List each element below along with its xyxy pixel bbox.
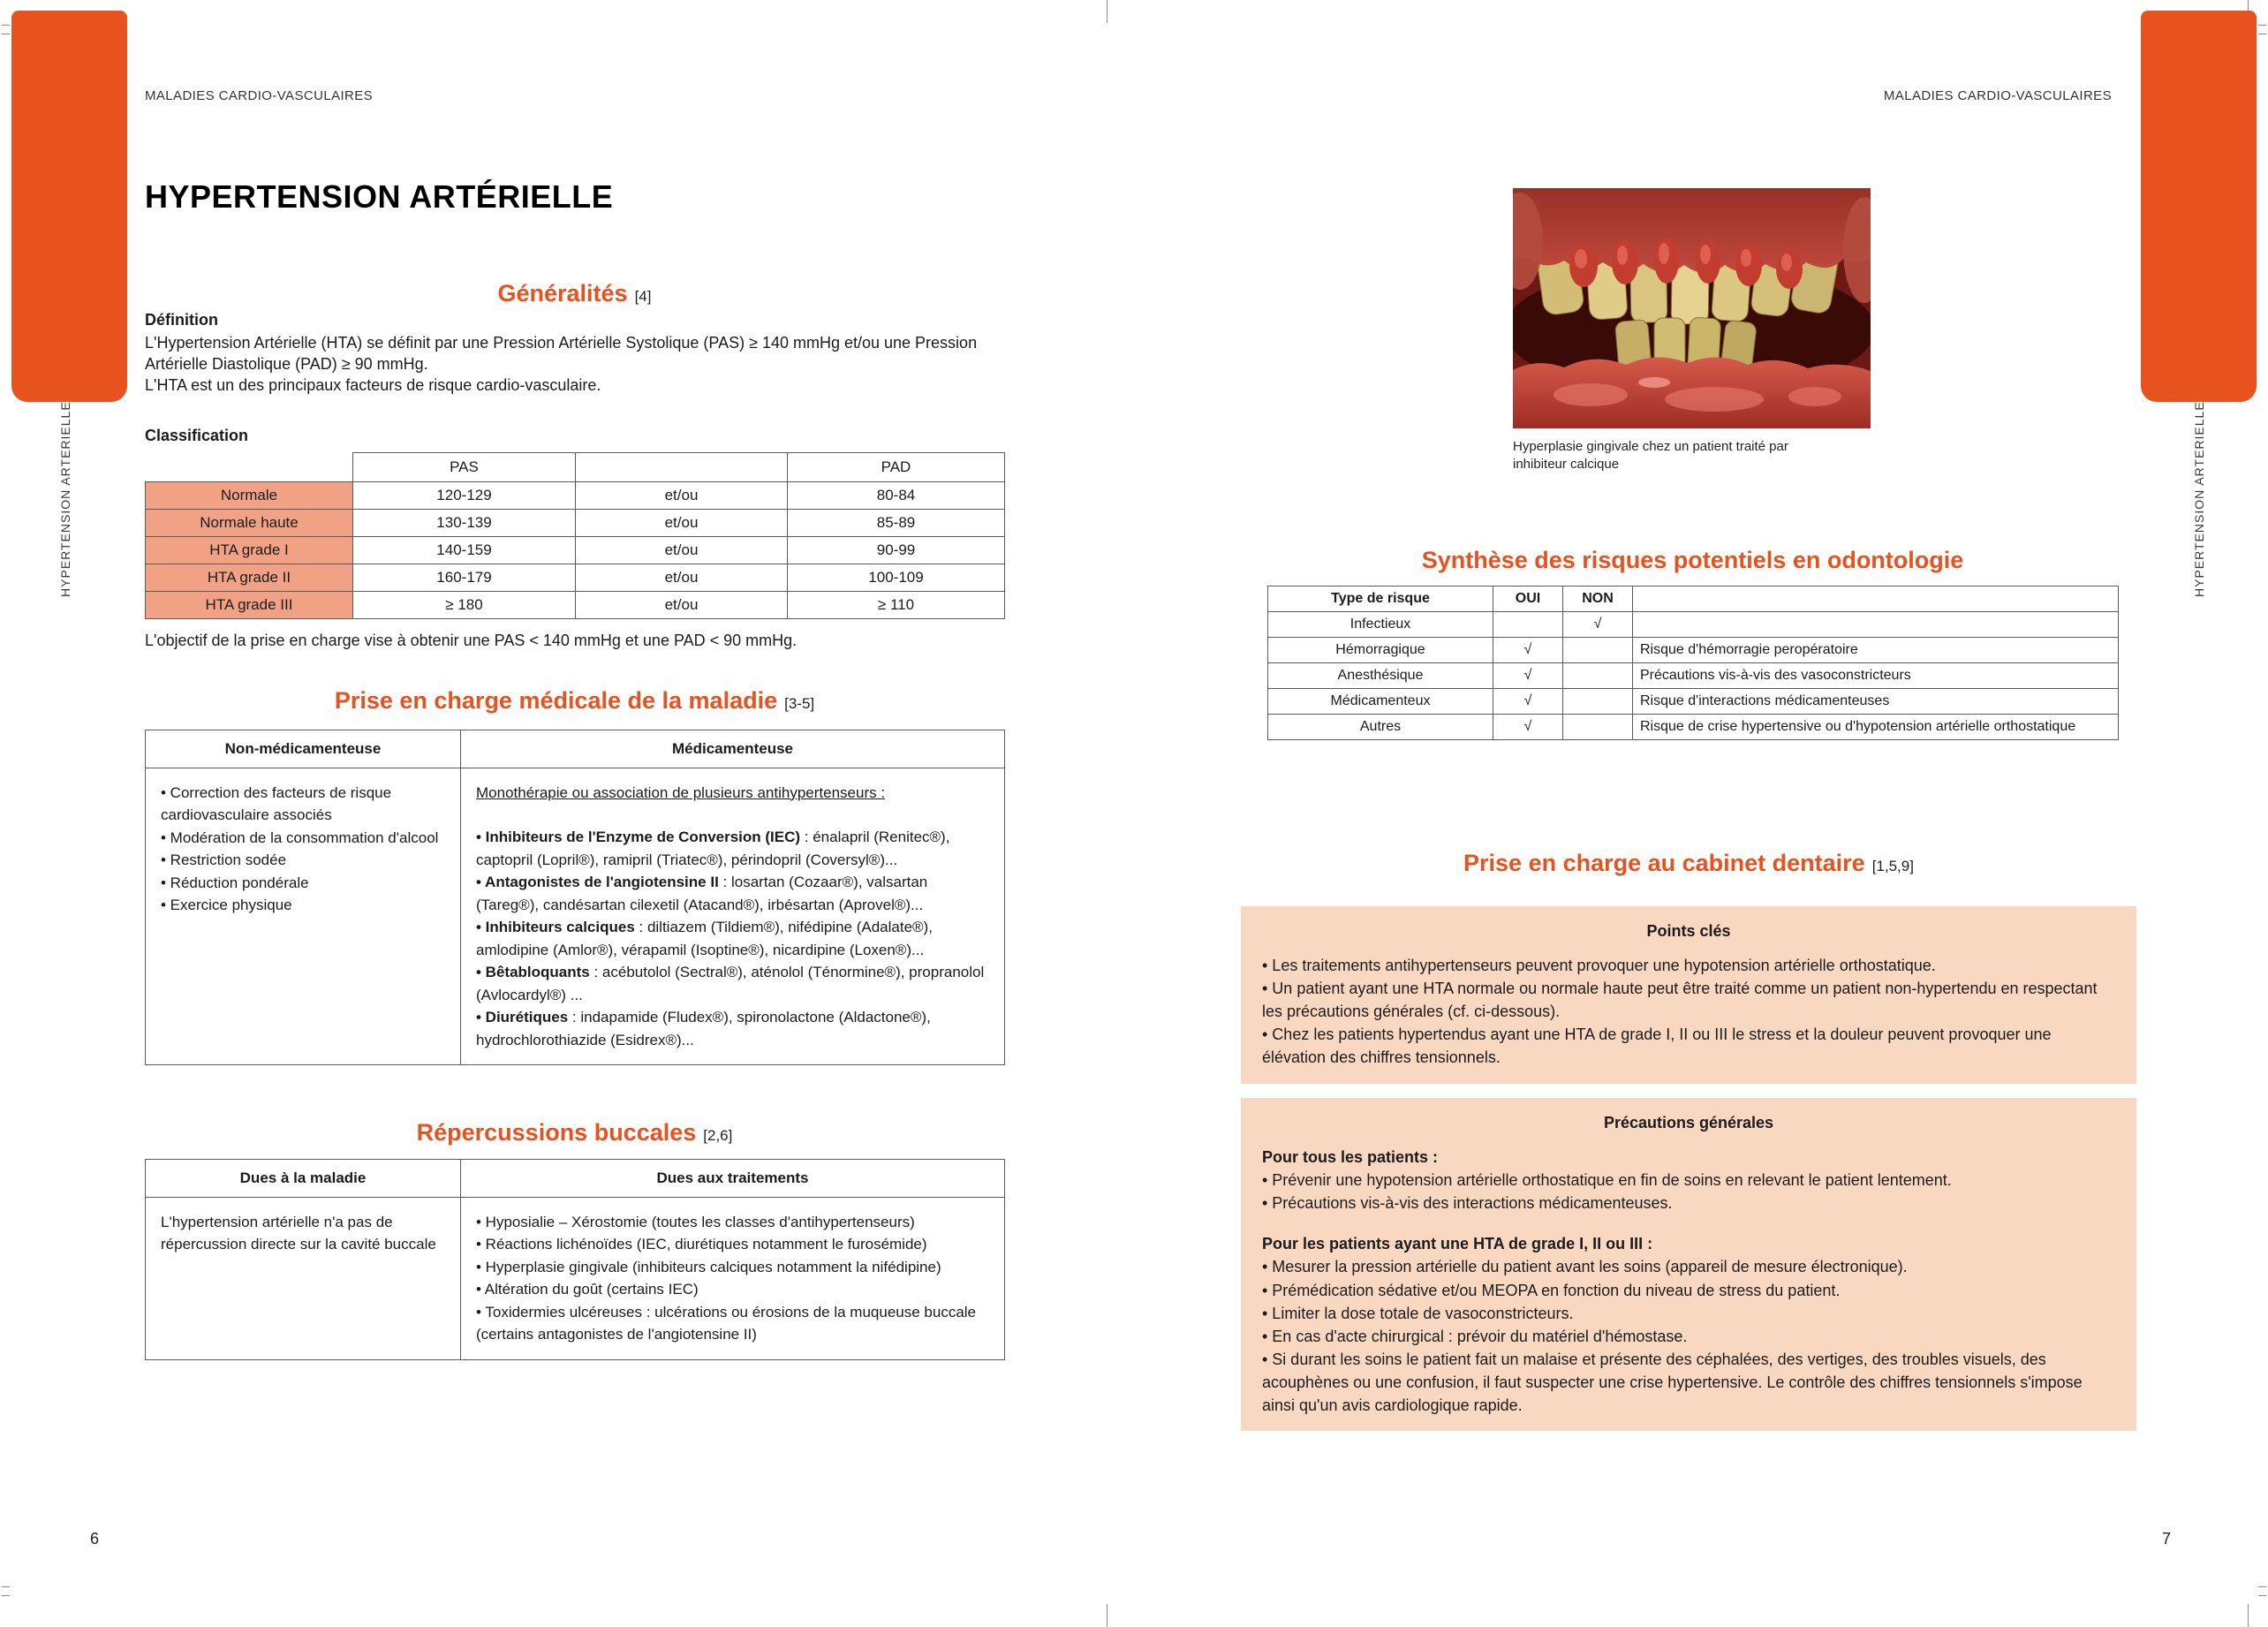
section-heading-repercussions [145, 1120, 1004, 1146]
col-header-non: NON [1563, 586, 1633, 612]
page-right [1134, 0, 2268, 1627]
drug-list: : acébutolol (Sectral®), aténolol (Ténormine®), propranolol (Avlocardyl®) ... [476, 964, 985, 1003]
list-item: • Réduction pondérale [161, 874, 309, 891]
table-cell: et/ou [576, 537, 788, 564]
table-row [146, 482, 1005, 510]
running-header: MALADIES CARDIO-VASCULAIRES [1883, 88, 2112, 103]
box-title: Points clés [1646, 922, 1731, 940]
side-tab-label: HYPERTENSION ARTERIELLE [2192, 401, 2206, 597]
traitements-cell [461, 1197, 1005, 1359]
list-item: • Précautions vis-à-vis des interactions médicamenteuses. [1262, 1194, 1673, 1213]
running-header: MALADIES CARDIO-VASCULAIRES [145, 88, 374, 103]
col-header-traitements: Dues aux traitements [461, 1160, 1005, 1198]
table-cell: 120-129 [353, 482, 576, 510]
check-oui: √ [1493, 638, 1563, 663]
drug-list: : diltiazem (Tildiem®), nifédipine (Adalate®), amlodipine (Amlor®), vérapamil (Isoptine®), nicardipine (Loxen®)... [476, 919, 933, 958]
non-medicamenteuse-cell [146, 768, 461, 1065]
table-cell: 140-159 [353, 537, 576, 564]
risk-desc: Précautions vis-à-vis des vasoconstricteurs [1633, 663, 2119, 689]
table-cell: 90-99 [788, 537, 1005, 564]
risk-desc: Risque de crise hypertensive ou d'hypotension artérielle orthostatique [1633, 715, 2119, 740]
heading-text: Prise en charge au cabinet dentaire [1463, 850, 1865, 876]
table-corner-cell [146, 453, 353, 482]
list-item: • Mesurer la pression artérielle du patient avant les soins (appareil de mesure électronique). [1262, 1258, 1908, 1276]
box-title: Précautions générales [1603, 1114, 1774, 1131]
risk-table [1267, 586, 2119, 740]
repercussions-table [145, 1159, 1005, 1360]
table-header-row [146, 453, 1005, 482]
col-header-oui: OUI [1493, 586, 1563, 612]
page-number: 6 [90, 1530, 100, 1548]
check-oui [1493, 612, 1563, 638]
list-item: • Chez les patients hypertendus ayant une HTA de grade I, II ou III le stress et la douleur peuvent provoquer une élévation des chiffres tensionnels. [1262, 1025, 2052, 1067]
table-row [1268, 638, 2119, 663]
side-tab-label: HYPERTENSION ARTERIELLE [58, 401, 72, 597]
table-cell: ≥ 180 [353, 592, 576, 619]
medicamenteuse-cell [461, 768, 1005, 1065]
classification-table [145, 452, 1005, 619]
heading-ref: [1,5,9] [1871, 858, 1914, 874]
risk-type: Médicamenteux [1268, 689, 1493, 715]
section-heading-generalites [145, 281, 1004, 307]
risk-type: Anesthésique [1268, 663, 1493, 689]
heading-ref: [2,6] [703, 1127, 733, 1144]
table-header-row [146, 730, 1005, 768]
list-item: • Réactions lichénoïdes (IEC, diurétiques notamment le furosémide) [476, 1236, 927, 1252]
col-header-medicamenteuse: Médicamenteuse [461, 730, 1005, 768]
col-header-mid [576, 453, 788, 482]
heading-ref: [4] [634, 288, 652, 305]
table-cell: 80-84 [788, 482, 1005, 510]
drug-class: • Inhibiteurs calciques [476, 919, 635, 935]
sub-heading: Pour tous les patients : [1262, 1148, 1439, 1167]
spacer [1262, 1215, 2115, 1232]
row-label: Normale [146, 482, 353, 510]
table-cell: 85-89 [788, 510, 1005, 537]
classification-label: Classification [145, 427, 249, 444]
gingival-hyperplasia-photo [1513, 188, 1871, 428]
table-cell: ≥ 110 [788, 592, 1005, 619]
drug-list: : indapamide (Fludex®), spironolactone (Aldactone®), hydrochlorothiazide (Esidrex®)... [476, 1009, 931, 1048]
list-item: • Limiter la dose totale de vasoconstricteurs. [1262, 1304, 1574, 1322]
table-row [146, 564, 1005, 592]
table-cell: 130-139 [353, 510, 576, 537]
row-label: Normale haute [146, 510, 353, 537]
drug-class: • Bêtabloquants [476, 964, 590, 980]
check-non [1563, 689, 1633, 715]
list-item: • Exercice physique [161, 897, 292, 913]
page-title: HYPERTENSION ARTÉRIELLE [145, 178, 614, 215]
prise-medicale-table [145, 730, 1005, 1065]
drug-class: • Inhibiteurs de l'Enzyme de Conversion (IEC) [476, 829, 801, 845]
list-item [476, 1006, 989, 1051]
col-header-desc [1633, 586, 2119, 612]
table-header-row [1268, 586, 2119, 612]
heading-text: Répercussions buccales [416, 1119, 697, 1146]
check-oui: √ [1493, 715, 1563, 740]
section-heading-prise-medicale [145, 688, 1004, 715]
table-row [146, 592, 1005, 619]
table-header-row [146, 1160, 1005, 1198]
med-intro: Monothérapie ou association de plusieurs antihypertenseurs : [476, 783, 886, 801]
list-item: • Modération de la consommation d'alcool [161, 829, 439, 846]
list-item: • Les traitements antihypertenseurs peuvent provoquer une hypotension artérielle orthostatique. [1262, 957, 1936, 975]
list-item [476, 961, 989, 1006]
heading-text: Prise en charge médicale de la maladie [334, 687, 778, 714]
list-item [476, 826, 989, 871]
risk-type: Hémorragique [1268, 638, 1493, 663]
list-item: • En cas d'acte chirurgical : prévoir du matériel d'hémostase. [1262, 1327, 1688, 1345]
list-item: • Correction des facteurs de risque cardiovasculaire associés [161, 783, 392, 823]
table-cell: et/ou [576, 510, 788, 537]
drug-list: : losartan (Cozaar®), valsartan (Tareg®), candésartan cilexetil (Atacand®), irbésartan (Aprovel®)... [476, 874, 928, 913]
check-non [1563, 638, 1633, 663]
table-row [146, 537, 1005, 564]
col-header-pas: PAS [353, 453, 576, 482]
heading-ref: [3-5] [784, 695, 815, 712]
table-row [146, 768, 1005, 1065]
definition-p1: L'Hypertension Artérielle (HTA) se définit par une Pression Artérielle Systolique (PAS) ≥ 140 mmHg et/ou une Pression Artérielle Diastolique (PAD) ≥ 90 mmHg. [145, 334, 978, 373]
objective-text: L'objectif de la prise en charge vise à obtenir une PAS < 140 mmHg et une PAD < 90 mmHg. [145, 632, 798, 649]
check-oui: √ [1493, 663, 1563, 689]
table-cell: 160-179 [353, 564, 576, 592]
list-item: • Hyperplasie gingivale (inhibiteurs calciques notamment la nifédipine) [476, 1258, 941, 1275]
section-heading-synthese: Synthèse des risques potentiels en odontologie [1421, 547, 1964, 573]
table-cell: et/ou [576, 564, 788, 592]
list-item: • Hyposialie – Xérostomie (toutes les classes d'antihypertenseurs) [476, 1213, 915, 1230]
list-item: • Restriction sodée [161, 851, 287, 868]
photo-illustration [1513, 188, 1871, 428]
maladie-cell [146, 1197, 461, 1359]
col-header-maladie: Dues à la maladie [146, 1160, 461, 1198]
heading-text: Généralités [497, 280, 628, 306]
check-oui: √ [1493, 689, 1563, 715]
drug-class: • Diurétiques [476, 1009, 569, 1025]
chapter-tab [11, 11, 127, 402]
definition-label: Définition [145, 311, 218, 329]
table-cell: 100-109 [788, 564, 1005, 592]
precautions-box [1241, 1098, 2136, 1431]
list-item: • Toxidermies ulcéreuses : ulcérations ou érosions de la muqueuse buccale (certains antagonistes de l'angiotensine II) [476, 1303, 977, 1343]
chapter-tab [2141, 11, 2257, 402]
points-cles-box [1241, 906, 2136, 1084]
drug-class: • Antagonistes de l'angiotensine II [476, 874, 719, 890]
table-row [1268, 689, 2119, 715]
list-item: • Prémédication sédative et/ou MEOPA en fonction du niveau de stress du patient. [1262, 1281, 1841, 1299]
list-item [476, 916, 989, 961]
row-label: HTA grade III [146, 592, 353, 619]
list-item: • Un patient ayant une HTA normale ou normale haute peut être traité comme un patient non-hypertendu en respectant les précautions générales (cf. ci-dessous). [1262, 980, 2098, 1021]
table-row [1268, 663, 2119, 689]
col-header-type: Type de risque [1268, 586, 1493, 612]
risk-desc: Risque d'interactions médicamenteuses [1633, 689, 2119, 715]
list-item: • Prévenir une hypotension artérielle orthostatique en fin de soins en relevant le patient lentement. [1262, 1171, 1952, 1190]
definition-text [145, 333, 1024, 397]
table-row [146, 510, 1005, 537]
risk-desc [1633, 612, 2119, 638]
table-row [146, 1197, 1005, 1359]
table-cell: et/ou [576, 482, 788, 510]
table-row [1268, 612, 2119, 638]
page-number: 7 [2162, 1530, 2172, 1548]
drug-list: : énalapril (Renitec®), captopril (Lopril®), ramipril (Triatec®), périndopril (Coversyl®)... [476, 829, 950, 868]
risk-type: Infectieux [1268, 612, 1493, 638]
sub-heading: Pour les patients ayant une HTA de grade I, II ou III : [1262, 1235, 1653, 1253]
maladie-text: L'hypertension artérielle n'a pas de répercussion directe sur la cavité buccale [161, 1213, 436, 1252]
col-header-pad: PAD [788, 453, 1005, 482]
col-header-non-medicamenteuse: Non-médicamenteuse [146, 730, 461, 768]
table-cell: et/ou [576, 592, 788, 619]
check-non [1563, 663, 1633, 689]
definition-p2: L'HTA est un des principaux facteurs de risque cardio-vasculaire. [145, 375, 601, 394]
list-item: • Altération du goût (certains IEC) [476, 1281, 699, 1298]
list-item [476, 871, 989, 916]
check-non [1563, 715, 1633, 740]
photo-caption: Hyperplasie gingivale chez un patient traité par inhibiteur calcique [1513, 439, 1788, 473]
table-row [1268, 715, 2119, 740]
risk-type: Autres [1268, 715, 1493, 740]
risk-desc: Risque d'hémorragie peropératoire [1633, 638, 2119, 663]
section-heading-cabinet [1241, 851, 2136, 877]
row-label: HTA grade II [146, 564, 353, 592]
row-label: HTA grade I [146, 537, 353, 564]
list-item: • Si durant les soins le patient fait un malaise et présente des céphalées, des vertiges, des troubles visuels, des acouphènes ou une confusion, il faut suspecter une crise hypertensive. Le contrôle des chiffres tensionnels s'impose ainsi qu'un avis cardiologique rapide. [1262, 1350, 2083, 1415]
check-non: √ [1563, 612, 1633, 638]
